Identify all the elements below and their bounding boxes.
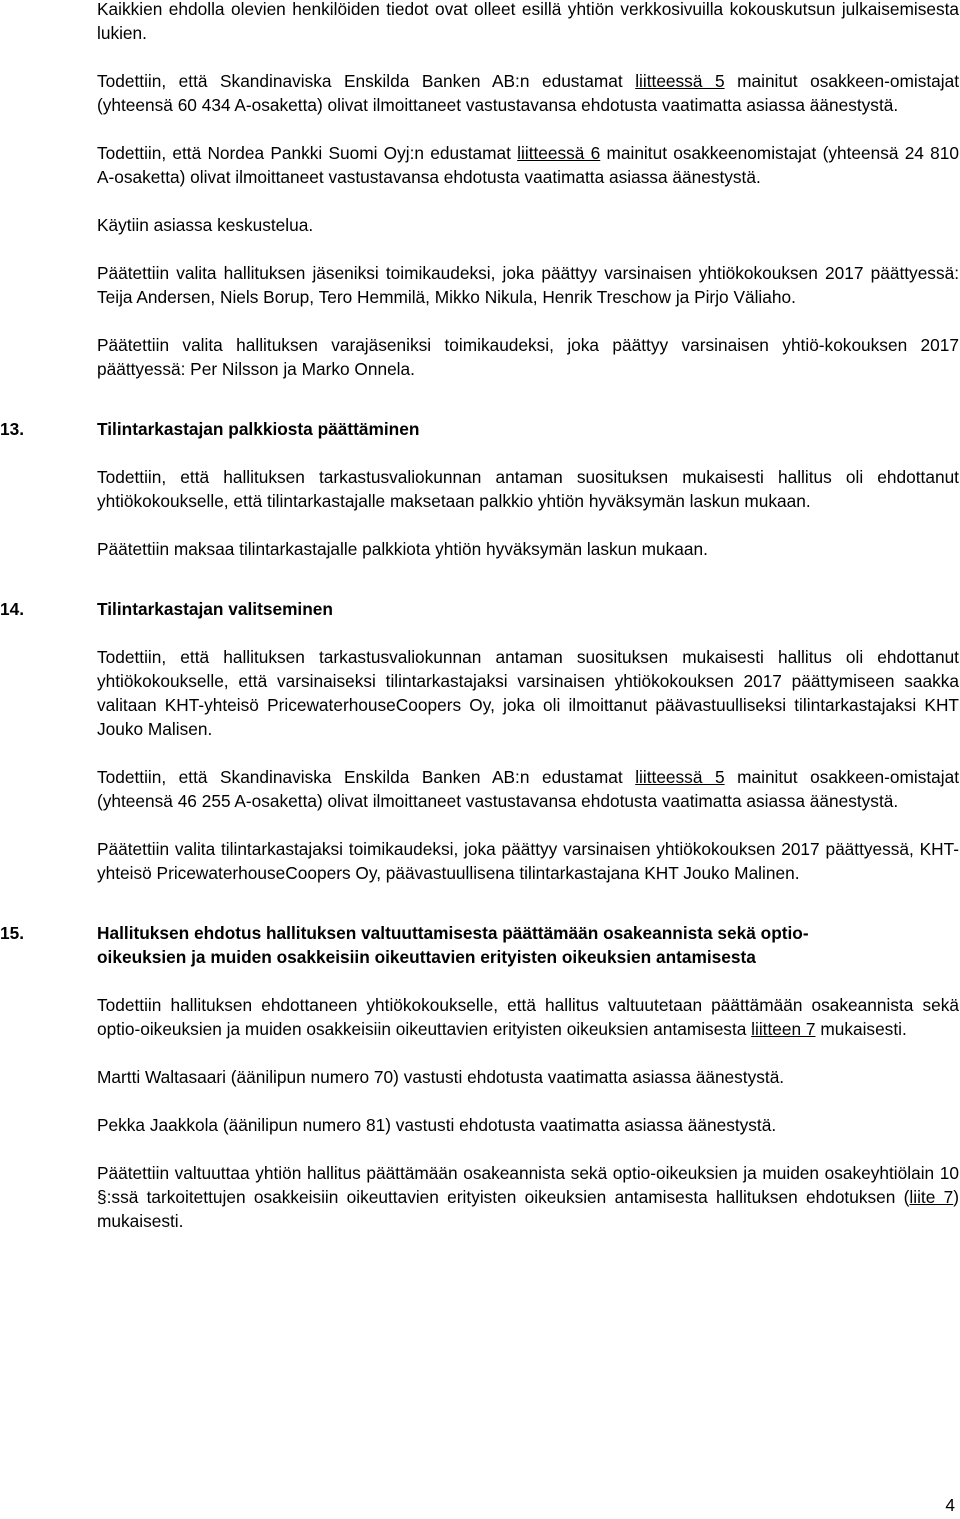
section-number: 14. — [0, 599, 25, 619]
text: Todettiin, että Nordea Pankki Suomi Oyj:n edustamat — [97, 143, 518, 163]
appendix-link[interactable]: liitteessä 5 — [635, 71, 725, 91]
paragraph-nordea-objection — [97, 141, 959, 189]
paragraph-auditor-fee-decision: Päätettiin maksaa tilintarkastajalle palkkiota yhtiön hyväksymän laskun mukaan. — [97, 539, 708, 559]
text: mainitut osakkeen-omistajat (yhteensä 60 434 A-osaketta) olivat ilmoittaneet vastustavansa ehdotusta vaatimatta asiassa äänestystä. — [97, 71, 960, 115]
section-title-line-1: Hallituksen ehdotus hallituksen valtuuttamisesta päättämään osakeannista sekä optio- — [97, 923, 809, 943]
section-symbol: § — [97, 1187, 107, 1207]
text: ) mukaisesti. — [97, 1187, 960, 1231]
section-number: 15. — [0, 923, 25, 943]
paragraph-waltasaari-objection: Martti Waltasaari (äänilipun numero 70) vastusti ehdotusta vaatimatta asiassa äänestystä. — [97, 1067, 785, 1087]
section-heading-15 — [0, 921, 959, 969]
appendix-link[interactable]: liitteessä 6 — [517, 143, 601, 163]
paragraph-jaakkola-objection: Pekka Jaakkola (äänilipun numero 81) vastusti ehdotusta vaatimatta asiassa äänestystä. — [97, 1115, 777, 1135]
appendix-link[interactable]: liitteen 7 — [751, 1019, 816, 1039]
text: mainitut osakkeenomistajat (yhteensä 24 810 A-osaketta) olivat ilmoittaneet vastustavansa ehdotusta vaatimatta asiassa äänestystä. — [97, 143, 959, 187]
page-number: 4 — [945, 1495, 955, 1515]
text: Todettiin, että Skandinaviska Enskilda Banken AB:n edustamat — [97, 767, 636, 787]
text: mukaisesti. — [815, 1019, 907, 1039]
paragraph-auditor-fee-proposal: Todettiin, että hallituksen tarkastusvaliokunnan antaman suosituksen mukaisesti hallitus oli ehdottanut yhtiökokoukselle, että tilintarkastajalle maksetaan palkkio yhtiön hyväksymän laskun mukaan. — [97, 467, 959, 511]
paragraph-auditor-decision: Päätettiin valita tilintarkastajaksi toimikaudeksi, joka päättyy varsinaisen yhtiökokouksen 2017 päättyessä, KHT-yhteisö PricewaterhouseCoopers Oy, päävastuullisena tilintarkastajana KHT Jouko Malinen. — [97, 839, 959, 883]
paragraph-seb-objection-auditor — [97, 765, 959, 813]
text: Todettiin, että Skandinaviska Enskilda Banken AB:n edustamat — [97, 71, 636, 91]
section-title: Tilintarkastajan palkkiosta päättäminen — [97, 419, 420, 439]
section-title-line-2: oikeuksien ja muiden osakkeisiin oikeuttavien erityisten oikeuksien antamisesta — [97, 947, 756, 967]
appendix-link[interactable]: liite 7 — [909, 1187, 954, 1207]
paragraph-seb-objection — [97, 69, 959, 117]
paragraph-board-members: Päätettiin valita hallituksen jäseniksi toimikaudeksi, joka päättyy varsinaisen yhtiökokouksen 2017 päättyessä: Teija Andersen, Niels Borup, Tero Hemmilä, Mikko Nikula, Henrik Treschow ja Pirjo Väliaho. — [97, 263, 959, 307]
paragraph-candidates-info: Kaikkien ehdolla olevien henkilöiden tiedot ovat olleet esillä yhtiön verkkosivuilla kokouskutsun julkaisemisesta lukien. — [97, 0, 959, 43]
paragraph-discussion: Käytiin asiassa keskustelua. — [97, 215, 314, 235]
paragraph-deputy-members: Päätettiin valita hallituksen varajäseniksi toimikaudeksi, joka päättyy varsinaisen yhtiö-kokouksen 2017 päättyessä: Per Nilsson ja Marko Onnela. — [97, 335, 959, 379]
section-heading-14 — [0, 597, 959, 621]
section-title: Tilintarkastajan valitseminen — [97, 599, 333, 619]
text: Todettiin hallituksen ehdottaneen yhtiökokoukselle, että hallitus valtuutetaan päättämään osakeannista sekä optio-oikeuksien ja muiden osakkeisiin oikeuttavien erityisten oikeuksien antamisesta — [97, 995, 959, 1039]
section-number: 13. — [0, 419, 25, 439]
section-heading-13 — [0, 417, 959, 441]
text: mainitut osakkeen-omistajat (yhteensä 46 255 A-osaketta) olivat ilmoittaneet vastustavansa ehdotusta vaatimatta asiassa äänestystä. — [97, 767, 960, 811]
paragraph-authorization-proposal — [97, 993, 959, 1041]
paragraph-authorization-decision — [97, 1161, 959, 1233]
appendix-link[interactable]: liitteessä 5 — [635, 767, 725, 787]
text: :ssä tarkoitettujen osakkeisiin oikeuttavien erityisten oikeuksien antamisesta hallituksen ehdotuksen ( — [106, 1187, 910, 1207]
paragraph-auditor-proposal: Todettiin, että hallituksen tarkastusvaliokunnan antaman suosituksen mukaisesti hallitus oli ehdottanut yhtiökokoukselle, että varsinaiseksi tilintarkastajaksi varsinaisen yhtiökokouksen 2017 päättymiseen saakka valitaan KHT-yhteisö PricewaterhouseCoopers Oy, joka oli ilmoittanut päävastuulliseksi tilintarkastajaksi KHT Jouko Malisen. — [97, 647, 959, 739]
text: Päätettiin valtuuttaa yhtiön hallitus päättämään osakeannista sekä optio-oikeuksien ja muiden osakeyhtiölain 10 — [97, 1163, 959, 1183]
